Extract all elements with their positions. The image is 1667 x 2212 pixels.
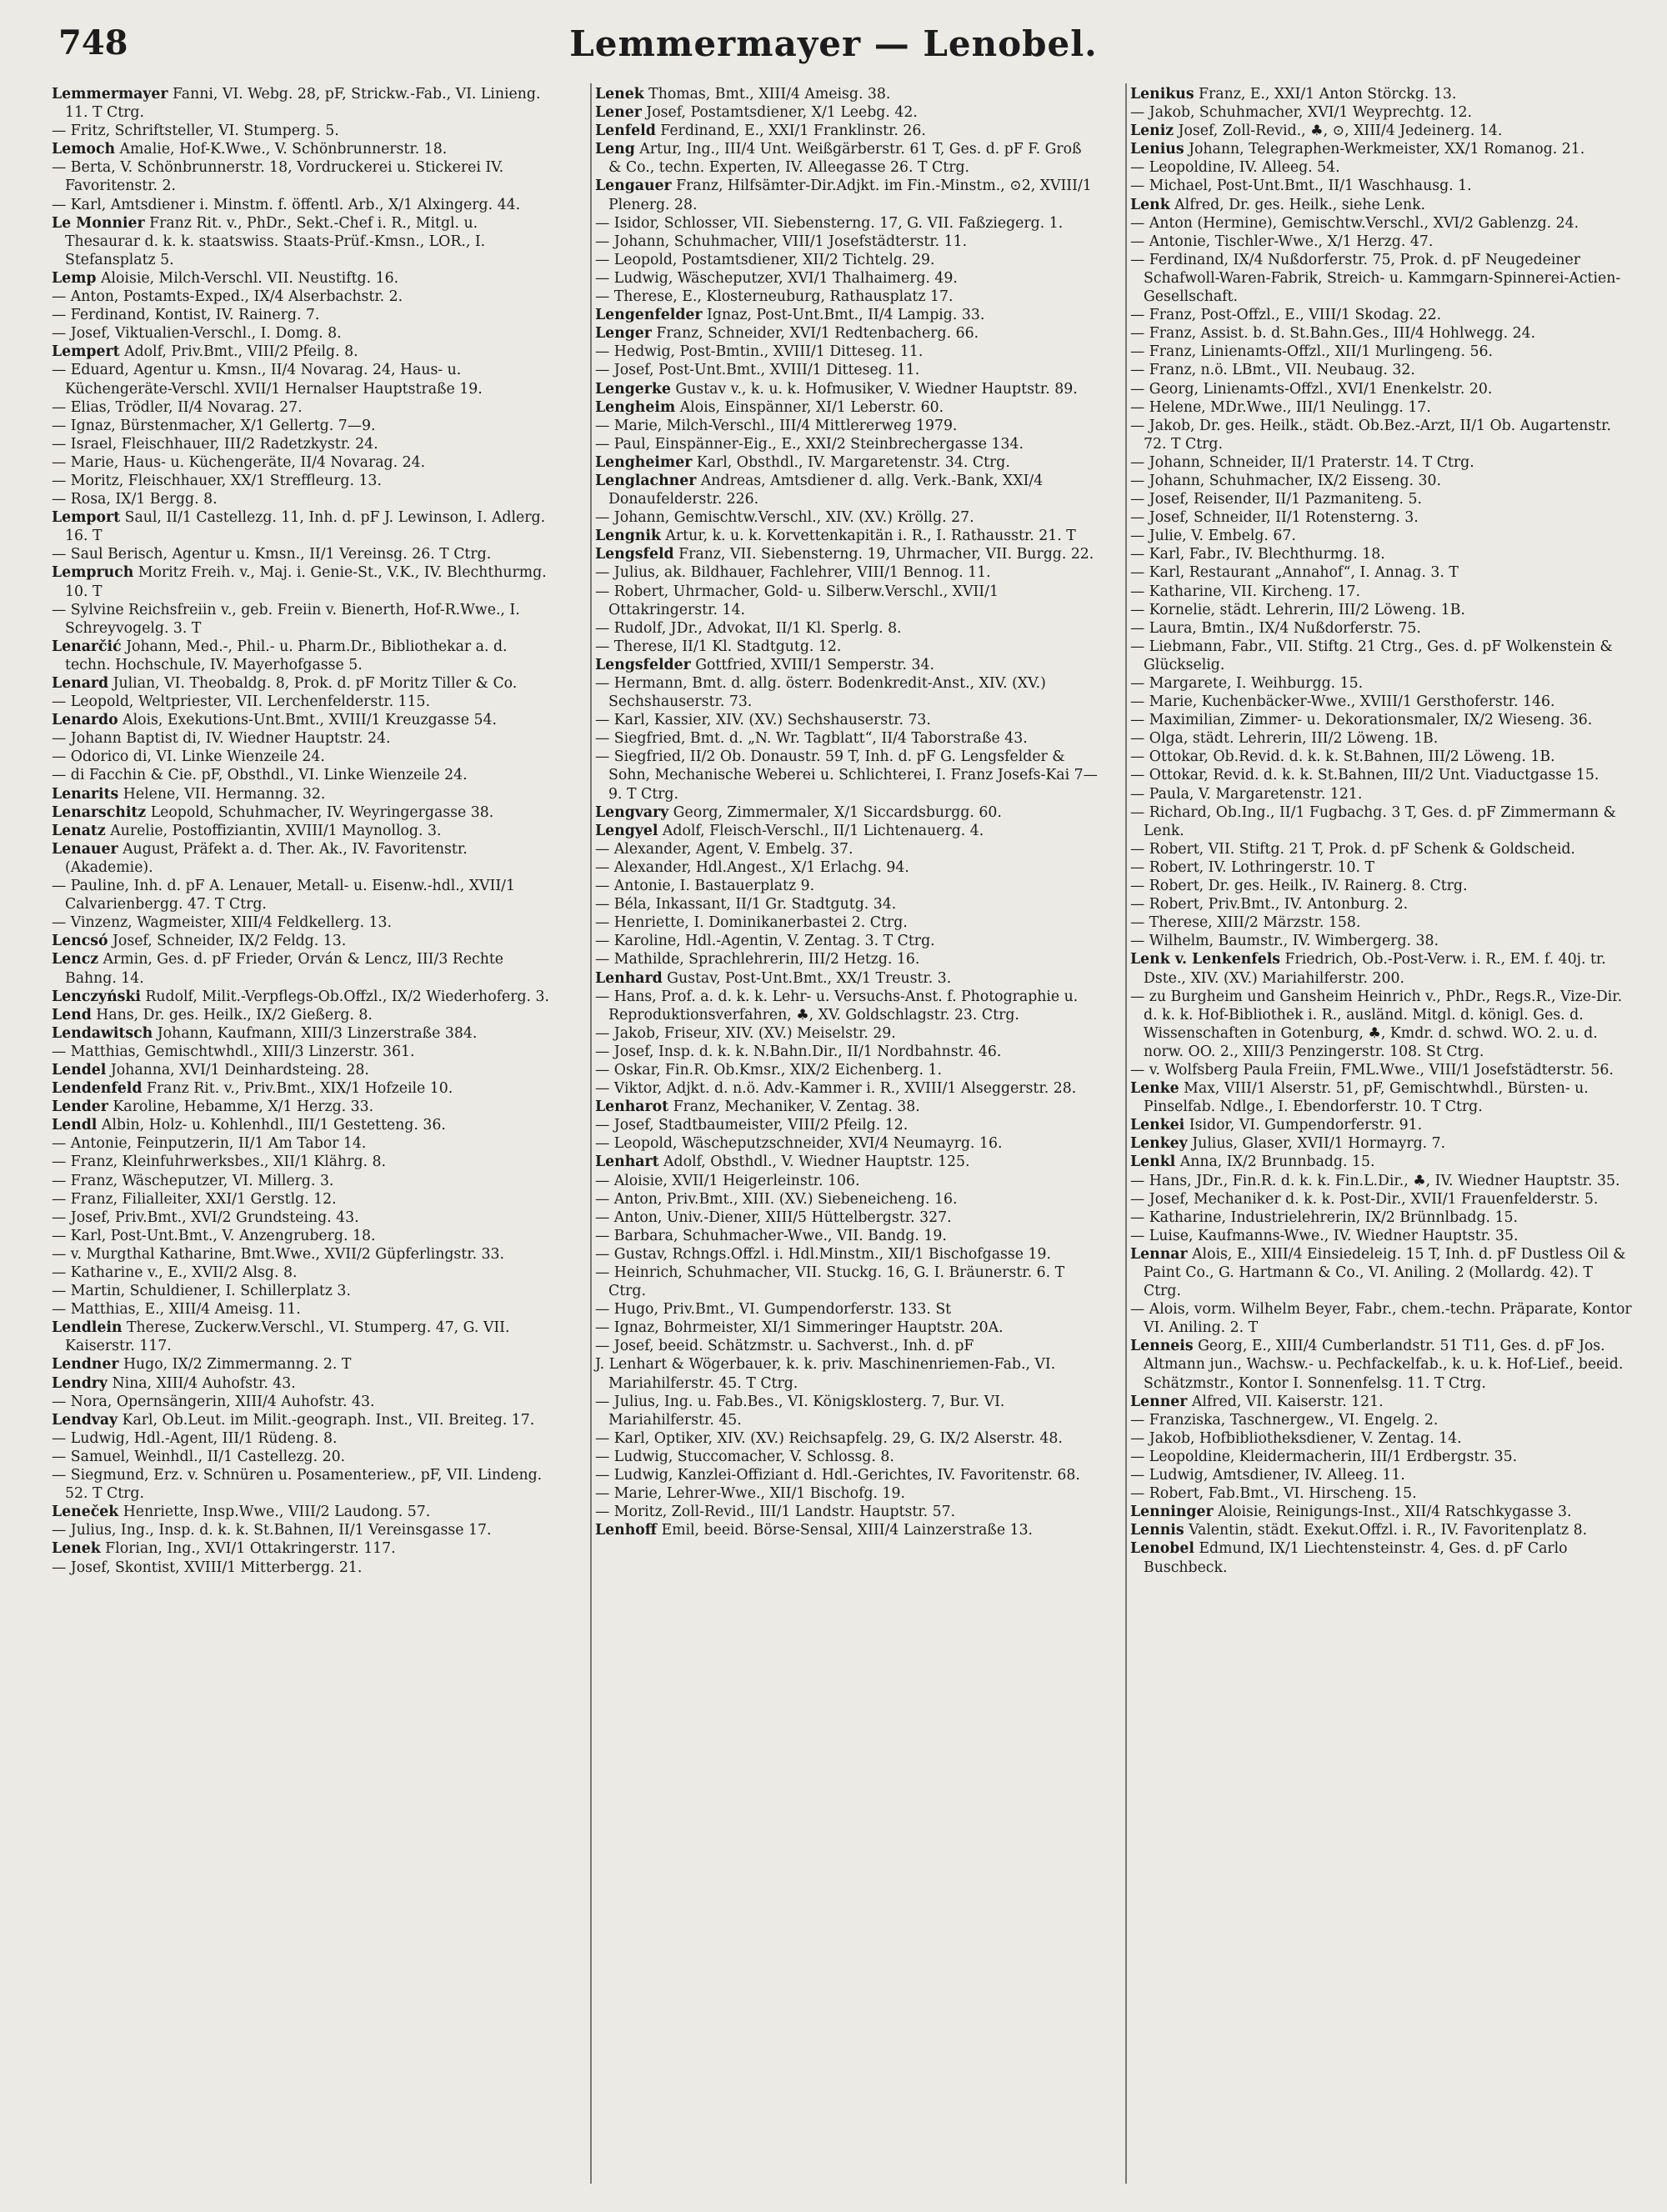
directory-entry: — Karl, Post-Unt.Bmt., V. Anzengruberg. 18.	[52, 1227, 376, 1244]
directory-entry: — Karl, Kassier, XIV. (XV.) Sechshauserstr. 73.	[595, 712, 931, 729]
directory-entry: — Barbara, Schuhmacher-Wwe., VII. Bandg. 19.	[595, 1227, 947, 1244]
directory-entry: Lengsfelder Gottfried, XVIII/1 Semperstr. 34.	[595, 656, 934, 673]
directory-entry: — Franziska, Taschnergew., VI. Engelg. 2.	[1130, 1411, 1439, 1429]
directory-entry: Leniz Josef, Zoll-Revid., ♣, ⊙, XIII/4 Jedeinerg. 14.	[1130, 123, 1503, 140]
directory-entry: — v. Wolfsberg Paula Freiin, FML.Wwe., VIII/1 Josefstädterstr. 56.	[1130, 1061, 1614, 1078]
directory-entry: — Ludwig, Amtsdiener, IV. Alleeg. 11.	[1130, 1467, 1405, 1484]
page-number: 748	[58, 23, 128, 63]
directory-entry: — Julius, Ing. u. Fab.Bes., VI. Königsklosterg. 7, Bur. VI. Mariahilferstr. 45.	[595, 1393, 1005, 1429]
directory-entry: — Katharine v., E., XVII/2 Alsg. 8.	[52, 1264, 298, 1281]
directory-entry: Lenauer August, Präfekt a. d. Ther. Ak., IV. Favoritenstr. (Akademie).	[52, 840, 468, 876]
directory-entry: Lendvay Karl, Ob.Leut. im Milit.-geograph. Inst., VII. Breiteg. 17.	[52, 1411, 535, 1429]
directory-entry: — Alois, vorm. Wilhelm Beyer, Fabr., chem.-techn. Präparate, Kontor VI. Aniling. 2. T	[1130, 1301, 1632, 1337]
directory-entry: Lenglachner Andreas, Amtsdiener d. allg. Verk.-Bank, XXI/4 Donaufelderstr. 226.	[595, 472, 1044, 508]
directory-entry: — zu Burgheim und Gansheim Heinrich v., PhDr., Regs.R., Vize-Dir. d. k. k. Hof-Bibliothek i. R., ausländ. Mitgl. d. königl. Ges. d. Wissenschaften in Gotenburg, ♣, Kmdr. d. schwd. WO. 2. u. d. norw. OO. 2., XIII/3 Penzingerstr. 108. St Ctrg.	[1130, 988, 1623, 1060]
directory-entry: — Saul Berisch, Agentur u. Kmsn., II/1 Vereinsg. 26. T Ctrg.	[52, 546, 492, 563]
directory-entry: — Moritz, Fleischhauer, XX/1 Streffleurg. 13.	[52, 472, 382, 489]
directory-entry: — Sylvine Reichsfreiin v., geb. Freiin v. Bienerth, Hof-R.Wwe., I. Schreyvogelg. 3. T	[52, 601, 520, 637]
directory-entry: — Leopold, Wäscheputzschneider, XVI/4 Neumayrg. 16.	[595, 1135, 1003, 1153]
directory-entry: — Ludwig, Stuccomacher, V. Schlossg. 8.	[595, 1448, 894, 1465]
directory-entry: — Katharine, Industrielehrerin, IX/2 Brünnlbadg. 15.	[1130, 1209, 1519, 1226]
directory-entry: — Berta, V. Schönbrunnerstr. 18, Vordruckerei u. Stickerei IV. Favoritenstr. 2.	[52, 159, 504, 195]
directory-entry: — Marie, Lehrer-Wwe., XII/1 Bischofg. 19.	[595, 1485, 906, 1503]
directory-column-2	[595, 85, 1099, 1539]
directory-entry: — Odorico di, VI. Linke Wienzeile 24.	[52, 748, 325, 766]
directory-entry: — Mathilde, Sprachlehrerin, III/2 Hetzg. 16.	[595, 951, 920, 968]
directory-entry: — Martin, Schuldiener, I. Schillerplatz 3.	[52, 1283, 351, 1300]
directory-entry: — Johann Baptist di, IV. Wiedner Hauptstr. 24.	[52, 730, 391, 748]
directory-column-1	[52, 85, 555, 1577]
directory-entry: Lenhoff Emil, beeid. Börse-Sensal, XIII/4 Lainzerstraße 13.	[595, 1522, 1034, 1539]
directory-entry: — Franz, n.ö. LBmt., VII. Neubaug. 32.	[1130, 362, 1415, 379]
directory-entry: — Hans, JDr., Fin.R. d. k. k. Fin.L.Dir., ♣, IV. Wiedner Hauptstr. 35.	[1130, 1172, 1620, 1189]
directory-entry: Lengheim Alois, Einspänner, XI/1 Leberstr. 60.	[595, 398, 944, 416]
directory-entry: Lencsó Josef, Schneider, IX/2 Feldg. 13.	[52, 933, 347, 950]
directory-entry: — Josef, Mechaniker d. k. k. Post-Dir., XVII/1 Frauenfelderstr. 5.	[1130, 1190, 1599, 1208]
directory-entry: — Elias, Trödler, II/4 Novarag. 27.	[52, 398, 303, 416]
directory-entry: — Laura, Bmtin., IX/4 Nußdorferstr. 75.	[1130, 619, 1421, 637]
directory-entry: — Josef, Priv.Bmt., XVI/2 Grundsteing. 43.	[52, 1209, 359, 1226]
column-divider	[590, 83, 592, 2184]
directory-entry: — Ignaz, Bohrmeister, XI/1 Simmeringer Hauptstr. 20A.	[595, 1319, 1004, 1337]
directory-entry: — Julie, V. Embelg. 67.	[1130, 528, 1296, 545]
directory-entry: Lenkei Isidor, VI. Gumpendorferstr. 91.	[1130, 1117, 1423, 1134]
directory-entry: Lencz Armin, Ges. d. pF Frieder, Orván & Lencz, III/3 Rechte Bahng. 14.	[52, 951, 504, 987]
directory-entry: J. Lenhart & Wögerbauer, k. k. priv. Maschinenriemen-Fab., VI. Mariahilferstr. 45. T Ctrg.	[595, 1356, 1056, 1392]
directory-entry: — Samuel, Weinhdl., II/1 Castellezg. 20.	[52, 1448, 346, 1465]
directory-entry: — Gustav, Rchngs.Offzl. i. Hdl.Minstm., XII/1 Bischofgasse 19.	[595, 1245, 1051, 1263]
directory-entry: — Hermann, Bmt. d. allg. österr. Bodenkredit-Anst., XIV. (XV.) Sechshauserstr. 73.	[595, 675, 1046, 711]
directory-entry: — Oskar, Fin.R. Ob.Kmsr., XIX/2 Eichenberg. 1.	[595, 1061, 942, 1078]
directory-entry: — Rudolf, JDr., Advokat, II/1 Kl. Sperlg. 8.	[595, 619, 902, 637]
directory-entry: — Josef, Schneider, II/1 Rotensterng. 3.	[1130, 509, 1419, 527]
directory-entry: Le Monnier Franz Rit. v., PhDr., Sekt.-Chef i. R., Mitgl. u. Thesaurar d. k. k. staatswiss. Staats-Prüf.-Kmsn., LOR., I. Stefansplatz 5.	[52, 214, 486, 268]
directory-entry: — Jakob, Schuhmacher, XVI/1 Weyprechtg. 12.	[1130, 104, 1473, 122]
directory-entry: Lengauer Franz, Hilfsämter-Dir.Adjkt. im Fin.-Minstm., ⊙2, XVIII/1 Plenerg. 28.	[595, 178, 1092, 213]
directory-entry: — Franz, Kleinfuhrwerksbes., XII/1 Klährg. 8.	[52, 1154, 386, 1171]
directory-entry: — Siegfried, II/2 Ob. Donaustr. 59 T, Inh. d. pF G. Lengsfelder & Sohn, Mechanische Weberei u. Schlichterei, I. Franz Josefs-Kai 7—9. T Ctrg.	[595, 748, 1098, 803]
directory-entry: — Johann, Schuhmacher, VIII/1 Josefstädterstr. 11.	[595, 233, 968, 250]
directory-entry: Lenninger Aloisie, Reinigungs-Inst., XII/4 Ratschkygasse 3.	[1130, 1504, 1572, 1521]
directory-entry: Lenard Julian, VI. Theobaldg. 8, Prok. d. pF Moritz Tiller & Co.	[52, 675, 518, 692]
directory-entry: — Julius, Ing., Insp. d. k. k. St.Bahnen, II/1 Vereinsgasse 17.	[52, 1522, 492, 1539]
directory-entry: Lenius Johann, Telegraphen-Werkmeister, XX/1 Romanog. 21.	[1130, 141, 1585, 158]
directory-entry: Lennis Valentin, städt. Exekut.Offzl. i. R., IV. Favoritenplatz 8.	[1130, 1522, 1588, 1539]
directory-entry: — Karl, Restaurant „Annahof“, I. Annag. 3. T	[1130, 564, 1459, 582]
directory-entry: — Ferdinand, Kontist, IV. Rainerg. 7.	[52, 307, 320, 324]
directory-entry: Lenczyński Rudolf, Milit.-Verpflegs-Ob.Offzl., IX/2 Wiederhoferg. 3.	[52, 988, 550, 1005]
directory-entry: — Helene, MDr.Wwe., III/1 Neulingg. 17.	[1130, 398, 1431, 416]
directory-entry: — Olga, städt. Lehrerin, III/2 Löweng. 1B.	[1130, 730, 1439, 748]
directory-entry: Lenarits Helene, VII. Hermanng. 32.	[52, 785, 326, 803]
directory-entry: — Johann, Schneider, II/1 Praterstr. 14. T Ctrg.	[1130, 453, 1474, 471]
directory-entry: — Siegfried, Bmt. d. „N. Wr. Tagblatt“, II/4 Taborstraße 43.	[595, 730, 1028, 748]
directory-entry: — Robert, Uhrmacher, Gold- u. Silberw.Verschl., XVII/1 Ottakringerstr. 14.	[595, 583, 999, 618]
directory-entry: — Kornelie, städt. Lehrerin, III/2 Löweng. 1B.	[1130, 601, 1465, 618]
directory-entry: Lendel Johanna, XVI/1 Deinhardsteing. 28.	[52, 1061, 369, 1078]
directory-entry: — Paula, V. Margaretenstr. 121.	[1130, 785, 1363, 803]
directory-entry: — Johann, Gemischtw.Verschl., XIV. (XV.) Kröllg. 27.	[595, 509, 974, 527]
directory-entry: — Hugo, Priv.Bmt., VI. Gumpendorferstr. 133. St	[595, 1301, 952, 1319]
directory-entry: — Liebmann, Fabr., VII. Stiftg. 21 Ctrg., Ges. d. pF Wolkenstein & Glückselig.	[1130, 638, 1613, 673]
directory-entry: — Maximilian, Zimmer- u. Dekorationsmaler, IX/2 Wieseng. 36.	[1130, 712, 1593, 729]
directory-entry: Lemp Aloisie, Milch-Verschl. VII. Neustiftg. 16.	[52, 269, 399, 287]
directory-entry: Lenobel Edmund, IX/1 Liechtensteinstr. 4, Ges. d. pF Carlo Buschbeck.	[1130, 1540, 1568, 1576]
directory-entry: Lengheimer Karl, Obsthdl., IV. Margaretenstr. 34. Ctrg.	[595, 453, 1010, 471]
directory-entry: Lenatz Aurelie, Postoffiziantin, XVIII/1 Maynollog. 3.	[52, 822, 442, 839]
directory-entry: Lenk v. Lenkenfels Friedrich, Ob.-Post-Verw. i. R., EM. f. 40j. tr. Dste., XIV. (XV.) Mariahilferstr. 200.	[1130, 951, 1606, 987]
directory-entry: — Pauline, Inh. d. pF A. Lenauer, Metall- u. Eisenw.-hdl., XVII/1 Calvarienbergg. 47. T Ctrg.	[52, 878, 515, 913]
directory-entry: Lend Hans, Dr. ges. Heilk., IX/2 Gießerg. 8.	[52, 1006, 373, 1023]
directory-entry: — Matthias, E., XIII/4 Ameisg. 11.	[52, 1301, 301, 1319]
directory-entry: — Franz, Assist. b. d. St.Bahn.Ges., III/4 Hohlwegg. 24.	[1130, 325, 1536, 343]
directory-entry: — Leopoldine, Kleidermacherin, III/1 Erdbergstr. 35.	[1130, 1448, 1518, 1465]
directory-entry: — Josef, Insp. d. k. k. N.Bahn.Dir., II/1 Nordbahnstr. 46.	[595, 1043, 1002, 1060]
directory-entry: — Ignaz, Bürstenmacher, X/1 Gellertg. 7—9.	[52, 417, 376, 434]
directory-entry: Leng Artur, Ing., III/4 Unt. Weißgärberstr. 61 T, Ges. d. pF F. Groß & Co., techn. Experten, IV. Alleegasse 26. T Ctrg.	[595, 141, 1082, 177]
directory-entry: Lendl Albin, Holz- u. Kohlenhdl., III/1 Gestetteng. 36.	[52, 1117, 446, 1134]
directory-entry: — Michael, Post-Unt.Bmt., II/1 Waschhausg. 1.	[1130, 178, 1472, 195]
directory-entry: — Hedwig, Post-Bmtin., XVIII/1 Ditteseg. 11.	[595, 343, 924, 361]
directory-entry: — Robert, VII. Stiftg. 21 T, Prok. d. pF Schenk & Goldscheid.	[1130, 840, 1575, 858]
directory-entry: — Moritz, Zoll-Revid., III/1 Landstr. Hauptstr. 57.	[595, 1504, 956, 1521]
directory-entry: — Robert, Fab.Bmt., VI. Hirscheng. 15.	[1130, 1485, 1417, 1503]
directory-entry: — Leopold, Postamtsdiener, XII/2 Tichtelg. 29.	[595, 251, 935, 268]
directory-entry: — Karoline, Hdl.-Agentin, V. Zentag. 3. T Ctrg.	[595, 933, 935, 950]
directory-entry: — Hans, Prof. a. d. k. k. Lehr- u. Versuchs-Anst. f. Photographie u. Reproduktionsverfahren, ♣, XV. Goldschlagstr. 23. Ctrg.	[595, 988, 1079, 1023]
directory-entry: — Franz, Linienamts-Offzl., XII/1 Murlingeng. 56.	[1130, 343, 1493, 361]
directory-entry: Lengenfelder Ignaz, Post-Unt.Bmt., II/4 Lampig. 33.	[595, 307, 985, 324]
directory-entry: — Antonie, Tischler-Wwe., X/1 Herzg. 47.	[1130, 233, 1434, 250]
directory-entry: Lenharot Franz, Mechaniker, V. Zentag. 38.	[595, 1098, 920, 1116]
directory-entry: — Alexander, Hdl.Angest., X/1 Erlachg. 94.	[595, 858, 909, 876]
directory-entry: Lenarschitz Leopold, Schuhmacher, IV. Weyringergasse 38.	[52, 803, 494, 821]
directory-entry: — Josef, Viktualien-Verschl., I. Domg. 8.	[52, 325, 342, 343]
directory-entry: Lenkl Anna, IX/2 Brunnbadg. 15.	[1130, 1154, 1375, 1171]
directory-entry: Lenneis Georg, E., XIII/4 Cumberlandstr. 51 T11, Ges. d. pF Jos. Altmann jun., Wachsw.- u. Pechfackelfab., k. u. k. Hof-Lief., beeid. Schätzmstr., Kontor I. Sonnenfelsg. 11. T Ctrg.	[1130, 1338, 1624, 1392]
directory-entry: Lenek Thomas, Bmt., XIII/4 Ameisg. 38.	[595, 86, 891, 103]
directory-entry: — Anton, Postamts-Exped., IX/4 Alserbachstr. 2.	[52, 288, 403, 306]
directory-entry: — Viktor, Adjkt. d. n.ö. Adv.-Kammer i. R., XVIII/1 Alseggerstr. 28.	[595, 1080, 1077, 1098]
directory-entry: Lendry Nina, XIII/4 Auhofstr. 43.	[52, 1374, 296, 1392]
directory-entry: — Marie, Milch-Verschl., III/4 Mittlererweg 1979.	[595, 417, 958, 434]
directory-entry: Lengsfeld Franz, VII. Siebensterng. 19, Uhrmacher, VII. Burgg. 22.	[595, 546, 1094, 563]
directory-entry: Lengnik Artur, k. u. k. Korvettenkapitän i. R., I. Rathausstr. 21. T	[595, 528, 1076, 545]
directory-entry: — Isidor, Schlosser, VII. Siebensterng. 17, G. VII. Faßziegerg. 1.	[595, 214, 1064, 232]
directory-entry: — Paul, Einspänner-Eig., E., XXI/2 Steinbrechergasse 134.	[595, 435, 1024, 453]
directory-entry: Lenfeld Ferdinand, E., XXI/1 Franklinstr. 26.	[595, 123, 926, 140]
directory-entry: — Robert, IV. Lothringerstr. 10. T	[1130, 858, 1375, 876]
directory-entry: — Ottokar, Revid. d. k. k. St.Bahnen, III/2 Unt. Viaductgasse 15.	[1130, 767, 1599, 784]
directory-entry: — Therese, II/1 Kl. Stadtgutg. 12.	[595, 638, 842, 655]
running-head: Lemmermayer — Lenobel.	[569, 23, 1098, 64]
directory-entry: Lendenfeld Franz Rit. v., Priv.Bmt., XIX/1 Hofzeile 10.	[52, 1080, 453, 1098]
directory-entry: Lenk Alfred, Dr. ges. Heilk., siehe Lenk.	[1130, 196, 1426, 213]
directory-entry: Lennar Alois, E., XIII/4 Einsiedeleig. 15 T, Inh. d. pF Dustless Oil & Paint Co., G. Hartmann & Co., VI. Aniling. 2 (Mollardg. 42). T Ctrg.	[1130, 1245, 1626, 1300]
directory-entry: — Heinrich, Schuhmacher, VII. Stuckg. 16, G. I. Bräunerstr. 6. T Ctrg.	[595, 1264, 1065, 1300]
directory-entry: — Matthias, Gemischtwhdl., XIII/3 Linzerstr. 361.	[52, 1043, 415, 1060]
directory-entry: Lenarčić Johann, Med.-, Phil.- u. Pharm.Dr., Bibliothekar a. d. techn. Hochschule, IV. Mayerhofgasse 5.	[52, 638, 508, 673]
directory-entry: Lemoch Amalie, Hof-K.Wwe., V. Schönbrunnerstr. 18.	[52, 141, 448, 158]
directory-entry: Lenkey Julius, Glaser, XVII/1 Hormayrg. 7.	[1130, 1135, 1446, 1153]
directory-entry: — Fritz, Schriftsteller, VI. Stumperg. 5.	[52, 123, 339, 140]
directory-entry: Lenhard Gustav, Post-Unt.Bmt., XX/1 Treustr. 3.	[595, 969, 952, 987]
directory-entry: — Vinzenz, Wagmeister, XIII/4 Feldkellerg. 13.	[52, 914, 393, 932]
directory-entry: — Ottokar, Ob.Revid. d. k. k. St.Bahnen, III/2 Löweng. 1B.	[1130, 748, 1555, 766]
directory-entry: — Johann, Schuhmacher, IX/2 Eisseng. 30.	[1130, 472, 1441, 489]
directory-entry: — Antonie, I. Bastauerplatz 9.	[595, 878, 815, 895]
directory-entry: — Franz, Post-Offzl., E., VIII/1 Skodag. 22.	[1130, 307, 1442, 324]
directory-column-3	[1130, 85, 1634, 1577]
directory-entry: Lenner Alfred, VII. Kaiserstr. 121.	[1130, 1393, 1384, 1410]
directory-entry: — Rosa, IX/1 Bergg. 8.	[52, 491, 218, 508]
directory-entry: Lempruch Moritz Freih. v., Maj. i. Genie-St., V.K., IV. Blechthurmg. 10. T	[52, 564, 547, 600]
directory-entry: Lenhart Adolf, Obsthdl., V. Wiedner Hauptstr. 125.	[595, 1154, 970, 1171]
directory-entry: — Leopoldine, IV. Alleeg. 54.	[1130, 159, 1340, 177]
directory-entry: — Therese, E., Klosterneuburg, Rathausplatz 17.	[595, 288, 954, 306]
directory-entry: Leneček Henriette, Insp.Wwe., VIII/2 Laudong. 57.	[52, 1504, 431, 1521]
directory-entry: — Robert, Dr. ges. Heilk., IV. Rainerg. 8. Ctrg.	[1130, 878, 1468, 895]
directory-entry: — Karl, Optiker, XIV. (XV.) Reichsapfelg. 29, G. IX/2 Alserstr. 48.	[595, 1429, 1063, 1447]
directory-entry: — Josef, Reisender, II/1 Pazmaniteng. 5.	[1130, 491, 1423, 508]
directory-entry: — Anton (Hermine), Gemischtw.Verschl., XVI/2 Gablenzg. 24.	[1130, 214, 1579, 232]
directory-entry: — Antonie, Feinputzerin, II/1 Am Tabor 14.	[52, 1135, 367, 1153]
directory-entry: — Ferdinand, IX/4 Nußdorferstr. 75, Prok. d. pF Neugedeiner Schafwoll-Waren-Fabrik, Streich- u. Kammgarn-Spinnerei-Actien-Gesellschaft.	[1130, 251, 1621, 306]
directory-entry: — Ludwig, Kanzlei-Offiziant d. Hdl.-Gerichtes, IV. Favoritenstr. 68.	[595, 1467, 1080, 1484]
directory-entry: — Nora, Opernsängerin, XIII/4 Auhofstr. 43.	[52, 1393, 375, 1410]
directory-entry: — Josef, Skontist, XVIII/1 Mitterbergg. 21.	[52, 1559, 363, 1576]
directory-entry: — Henriette, I. Dominikanerbastei 2. Ctrg.	[595, 914, 908, 932]
directory-entry: — Richard, Ob.Ing., II/1 Fugbachg. 3 T, Ges. d. pF Zimmermann & Lenk.	[1130, 803, 1616, 839]
directory-entry: — Jakob, Hofbibliotheksdiener, V. Zentag. 14.	[1130, 1429, 1462, 1447]
directory-entry: Lenger Franz, Schneider, XVI/1 Redtenbacherg. 66.	[595, 325, 979, 343]
directory-entry: — Franz, Wäscheputzer, VI. Millerg. 3.	[52, 1172, 334, 1189]
directory-entry: Lender Karoline, Hebamme, X/1 Herzg. 33.	[52, 1098, 374, 1116]
directory-entry: — Franz, Filialleiter, XXI/1 Gerstlg. 12.	[52, 1190, 337, 1208]
directory-entry: — Jakob, Friseur, XIV. (XV.) Meiselstr. 29.	[595, 1024, 896, 1042]
directory-entry: — Luise, Kaufmanns-Wwe., IV. Wiedner Hauptstr. 35.	[1130, 1227, 1519, 1244]
directory-entry: — Josef, Stadtbaumeister, VIII/2 Pfeilg. 12.	[595, 1117, 909, 1134]
directory-entry: — Josef, beeid. Schätzmstr. u. Sachverst., Inh. d. pF	[595, 1338, 974, 1355]
directory-entry: Lengyel Adolf, Fleisch-Verschl., II/1 Lichtenauerg. 4.	[595, 822, 984, 839]
directory-entry: — Israel, Fleischhauer, III/2 Radetzkystr. 24.	[52, 435, 378, 453]
directory-entry: — Josef, Post-Unt.Bmt., XVIII/1 Ditteseg. 11.	[595, 362, 920, 379]
column-divider	[1125, 83, 1127, 2184]
directory-entry: — Georg, Linienamts-Offzl., XVI/1 Enenkelstr. 20.	[1130, 380, 1493, 398]
directory-entry: — Leopold, Weltpriester, VII. Lerchenfelderstr. 115.	[52, 693, 431, 711]
directory-entry: Lengerke Gustav v., k. u. k. Hofmusiker, V. Wiedner Hauptstr. 89.	[595, 380, 1078, 398]
directory-entry: — Karl, Amtsdiener i. Minstm. f. öffentl. Arb., X/1 Alxingerg. 44.	[52, 196, 521, 213]
directory-entry: — Ludwig, Wäscheputzer, XVI/1 Thalhaimerg. 49.	[595, 269, 958, 287]
directory-entry: — Aloisie, XVII/1 Heigerleinstr. 106.	[595, 1172, 860, 1189]
directory-entry: — Wilhelm, Baumstr., IV. Wimbergerg. 38.	[1130, 933, 1439, 950]
directory-entry: Lener Josef, Postamtsdiener, X/1 Leebg. 42.	[595, 104, 918, 122]
directory-entry: — Siegmund, Erz. v. Schnüren u. Posamenteriew., pF, VII. Lindeng. 52. T Ctrg.	[52, 1467, 543, 1503]
directory-entry: Lendner Hugo, IX/2 Zimmermanng. 2. T	[52, 1356, 352, 1374]
directory-entry: — Anton, Priv.Bmt., XIII. (XV.) Siebeneicheng. 16.	[595, 1190, 958, 1208]
directory-entry: — Katharine, VII. Kircheng. 17.	[1130, 583, 1361, 600]
directory-entry: — Anton, Univ.-Diener, XIII/5 Hüttelbergstr. 327.	[595, 1209, 952, 1226]
directory-entry: — v. Murgthal Katharine, Bmt.Wwe., XVII/2 Güpferlingstr. 33.	[52, 1245, 505, 1263]
directory-entry: Lemmermayer Fanni, VI. Webg. 28, pF, Strickw.-Fab., VI. Linieng. 11. T Ctrg.	[52, 86, 541, 122]
directory-entry: Lenikus Franz, E., XXI/1 Anton Störckg. 13.	[1130, 86, 1457, 103]
directory-entry: — Alexander, Agent, V. Embelg. 37.	[595, 840, 854, 858]
directory-entry: Lemport Saul, II/1 Castellezg. 11, Inh. d. pF J. Lewinson, I. Adlerg. 16. T	[52, 509, 546, 545]
directory-entry: — Julius, ak. Bildhauer, Fachlehrer, VIII/1 Bennog. 11.	[595, 564, 991, 582]
directory-entry: — Marie, Kuchenbäcker-Wwe., XVIII/1 Gersthoferstr. 146.	[1130, 693, 1555, 711]
directory-entry: Lenardo Alois, Exekutions-Unt.Bmt., XVIII/1 Kreuzgasse 54.	[52, 712, 497, 729]
directory-entry: — Therese, XIII/2 Märzstr. 158.	[1130, 914, 1361, 932]
directory-entry: Lenek Florian, Ing., XVI/1 Ottakringerstr. 117.	[52, 1540, 396, 1558]
directory-entry: Lengvary Georg, Zimmermaler, X/1 Siccardsburgg. 60.	[595, 803, 1002, 821]
directory-entry: Lendlein Therese, Zuckerw.Verschl., VI. Stumperg. 47, G. VII. Kaiserstr. 117.	[52, 1319, 510, 1355]
directory-entry: Lenke Max, VIII/1 Alserstr. 51, pF, Gemischtwhdl., Bürsten- u. Pinselfab. Ndlge., I. Ebendorferstr. 10. T Ctrg.	[1130, 1080, 1589, 1116]
directory-entry: — Jakob, Dr. ges. Heilk., städt. Ob.Bez.-Arzt, II/1 Ob. Augartenstr. 72. T Ctrg.	[1130, 417, 1611, 453]
directory-entry: Lendawitsch Johann, Kaufmann, XIII/3 Linzerstraße 384.	[52, 1024, 478, 1042]
directory-entry: — di Facchin & Cie. pF, Obsthdl., VI. Linke Wienzeile 24.	[52, 767, 468, 784]
directory-entry: — Robert, Priv.Bmt., IV. Antonburg. 2.	[1130, 896, 1409, 913]
directory-entry: — Béla, Inkassant, II/1 Gr. Stadtgutg. 34.	[595, 896, 897, 913]
directory-entry: — Ludwig, Hdl.-Agent, III/1 Rüdeng. 8.	[52, 1429, 338, 1447]
directory-entry: Lempert Adolf, Priv.Bmt., VIII/2 Pfeilg. 8.	[52, 343, 358, 361]
directory-entry: — Karl, Fabr., IV. Blechthurmg. 18.	[1130, 546, 1385, 563]
directory-entry: — Margarete, I. Weihburgg. 15.	[1130, 675, 1364, 692]
directory-entry: — Marie, Haus- u. Küchengeräte, II/4 Novarag. 24.	[52, 453, 426, 471]
directory-entry: — Eduard, Agentur u. Kmsn., II/4 Novarag. 24, Haus- u. Küchengeräte-Verschl. XVII/1 Hernalser Hauptstraße 19.	[52, 362, 483, 398]
